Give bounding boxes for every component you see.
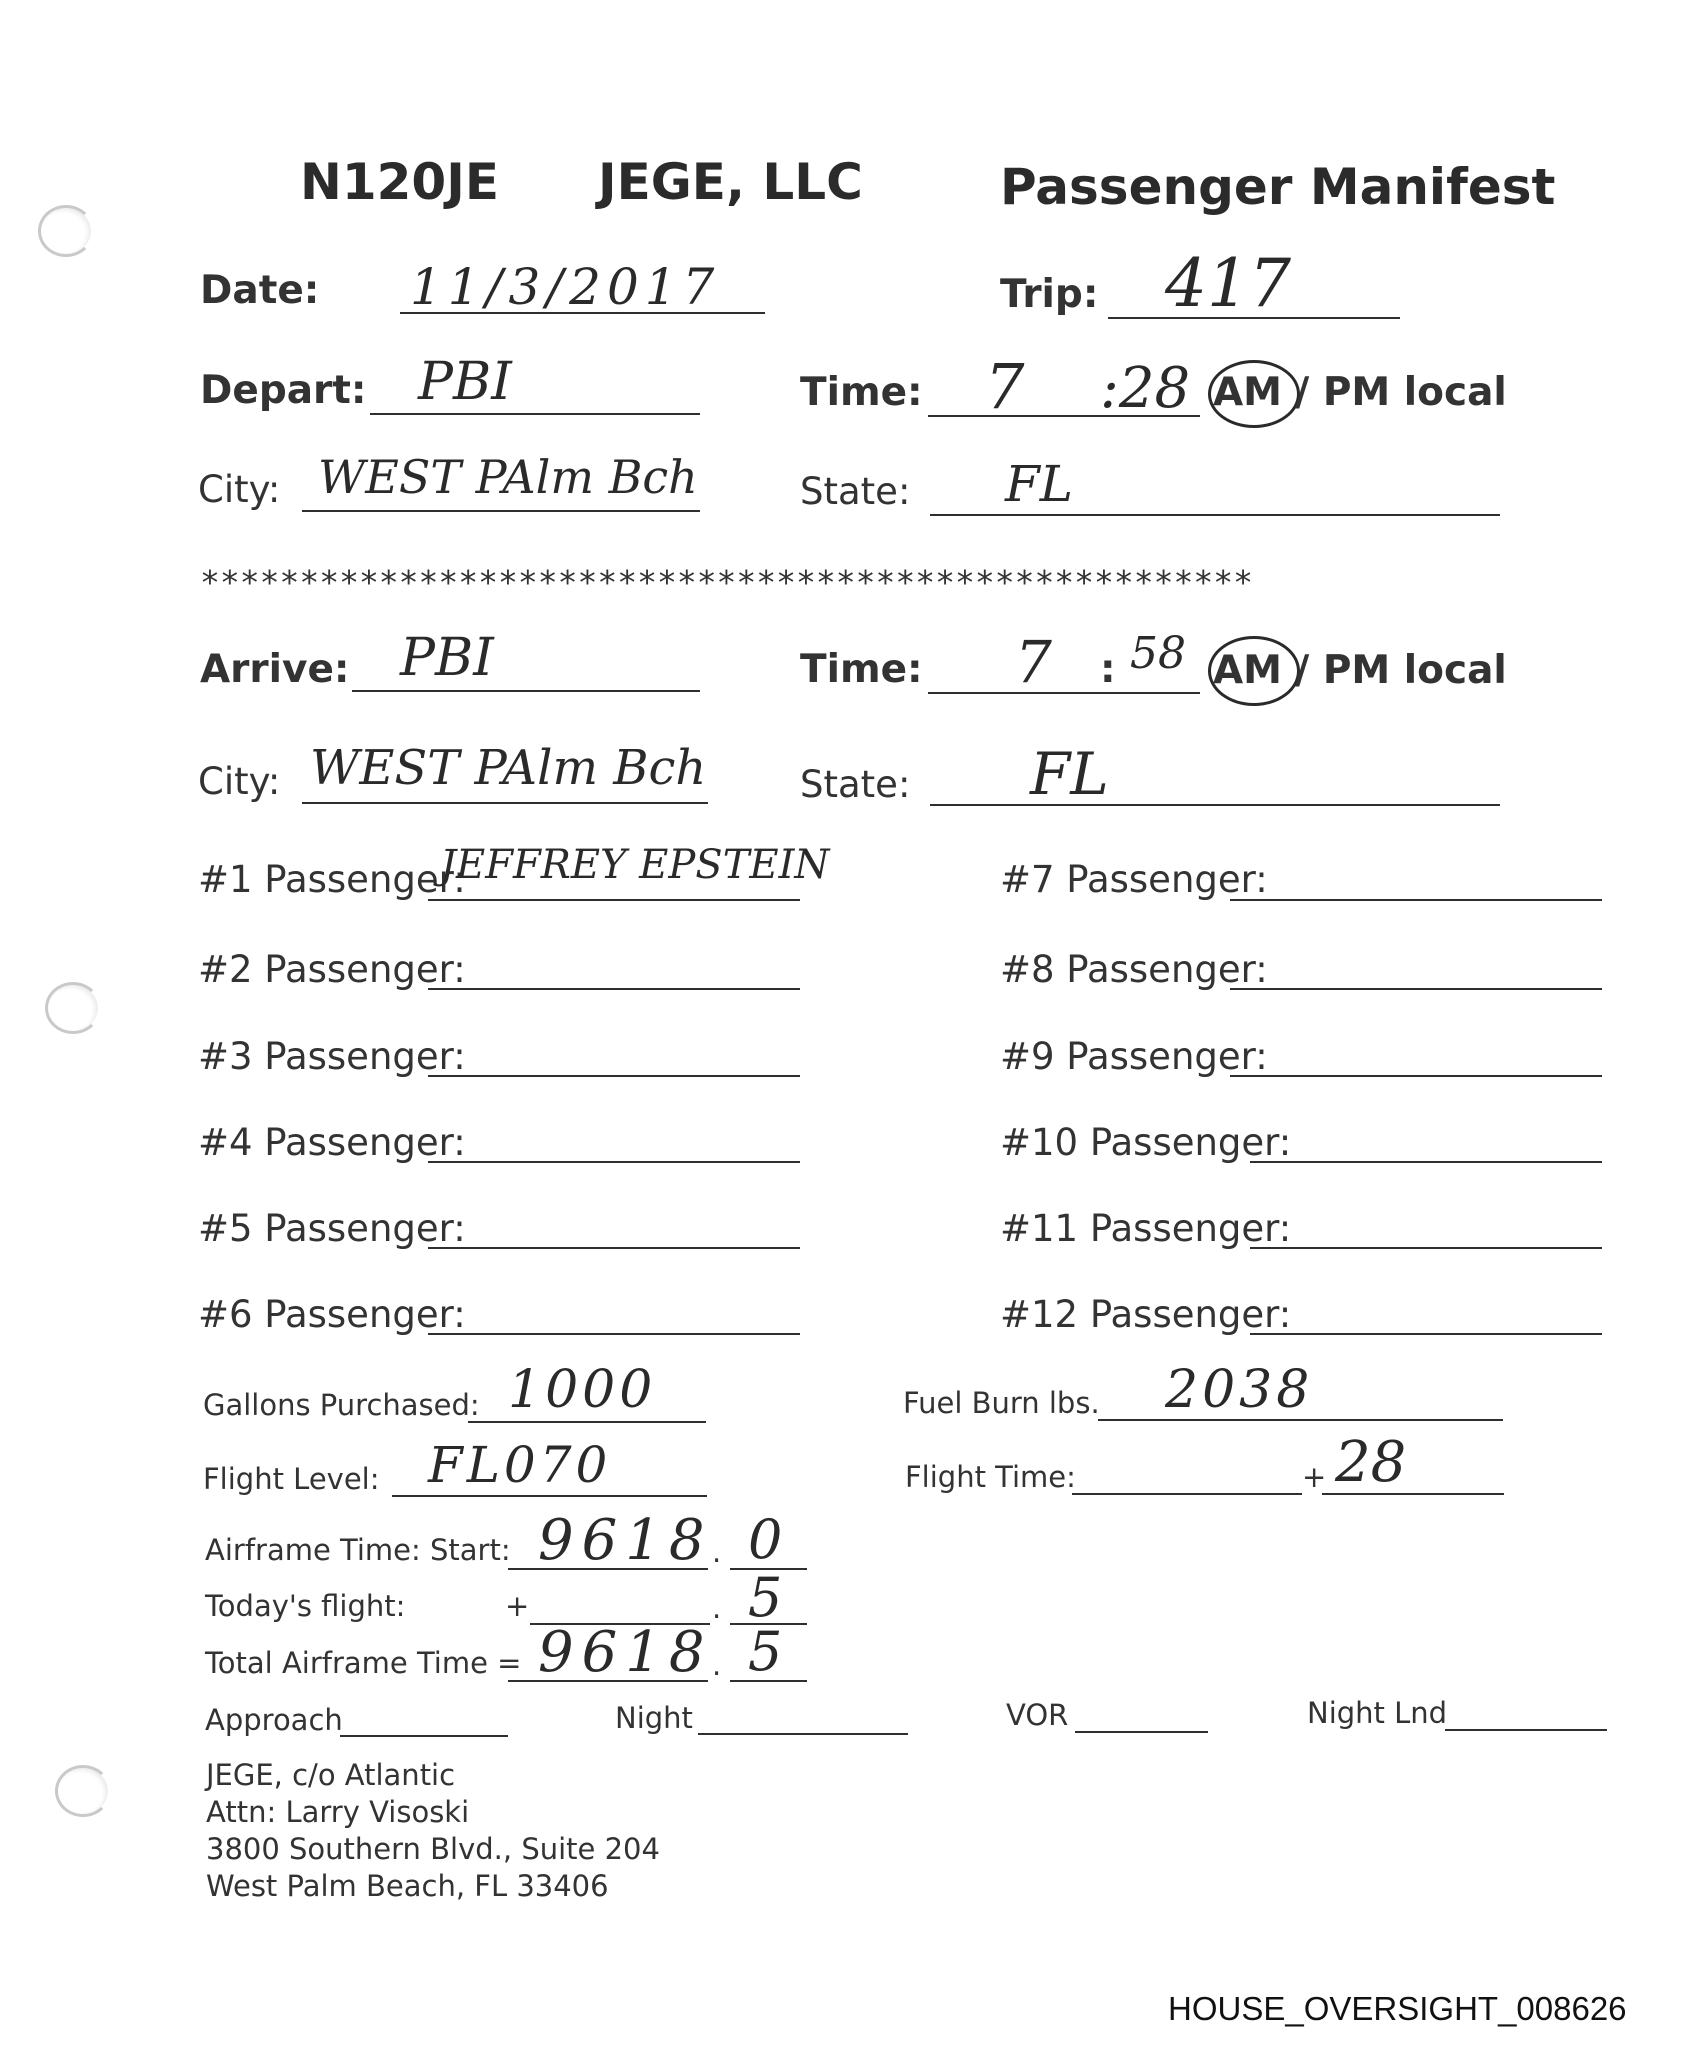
passenger-10-line bbox=[1250, 1161, 1602, 1163]
passenger-1-line bbox=[428, 899, 800, 901]
todays-flight-label: Today's flight: bbox=[205, 1589, 406, 1623]
flight-time-plus: + bbox=[1302, 1460, 1327, 1494]
airframe-start-dot: . bbox=[712, 1535, 722, 1569]
arrive-hour: 7 bbox=[1015, 628, 1052, 696]
page-title: Passenger Manifest bbox=[1000, 158, 1556, 216]
gallons-value: 1000 bbox=[508, 1360, 657, 1420]
passenger-9-line bbox=[1230, 1075, 1602, 1077]
depart-minute: :28 bbox=[1100, 356, 1191, 421]
flight-level-value: FL070 bbox=[428, 1436, 612, 1494]
date-value: 11/3/2017 bbox=[410, 258, 721, 316]
arrive-state-value: FL bbox=[1030, 740, 1109, 808]
night-label: Night bbox=[615, 1701, 693, 1735]
depart-hour: 7 bbox=[985, 350, 1025, 423]
bates-number: HOUSE_OVERSIGHT_008626 bbox=[1168, 1990, 1627, 2027]
trip-label: Trip: bbox=[1000, 272, 1099, 317]
arrive-am: AM bbox=[1213, 648, 1282, 693]
passenger-1-label: #1 Passenger: bbox=[198, 858, 466, 901]
arrive-state-line bbox=[930, 804, 1500, 806]
approach-label: Approach bbox=[205, 1703, 343, 1737]
vor-line bbox=[1075, 1731, 1208, 1733]
flight-level-label: Flight Level: bbox=[203, 1462, 380, 1496]
arrive-line bbox=[352, 690, 700, 692]
trip-value: 417 bbox=[1165, 245, 1291, 322]
passenger-12-label: #12 Passenger: bbox=[1000, 1293, 1292, 1336]
arrive-time-label: Time: bbox=[800, 647, 923, 692]
fuel-burn-value: 2038 bbox=[1165, 1360, 1314, 1420]
date-label: Date: bbox=[200, 268, 320, 313]
tail-number: N120JE bbox=[300, 153, 499, 211]
passenger-4-line bbox=[428, 1161, 800, 1163]
depart-ampm-local: / PM local bbox=[1295, 370, 1507, 415]
passenger-11-line bbox=[1250, 1247, 1602, 1249]
arrive-time-line bbox=[928, 692, 1200, 694]
passenger-9-label: #9 Passenger: bbox=[1000, 1035, 1268, 1078]
punch-hole-top bbox=[38, 205, 94, 257]
depart-city-value: WEST PAlm Bch bbox=[318, 450, 698, 504]
arrive-minute-value: 58 bbox=[1130, 628, 1186, 679]
flight-time-line-1 bbox=[1072, 1493, 1302, 1495]
depart-city-line bbox=[302, 510, 700, 512]
total-airframe-dot: . bbox=[712, 1648, 722, 1682]
passenger-2-line bbox=[428, 988, 800, 990]
depart-state-line bbox=[930, 514, 1500, 516]
total-airframe-whole: 9618 bbox=[538, 1620, 713, 1685]
arrive-city-label: City: bbox=[198, 760, 281, 803]
arrive-minute-colon: : bbox=[1100, 647, 1116, 692]
passenger-1-value: JEFFREY EPSTEIN bbox=[440, 842, 830, 888]
flight-time-label: Flight Time: bbox=[905, 1460, 1076, 1494]
depart-city-label: City: bbox=[198, 468, 281, 511]
passenger-2-label: #2 Passenger: bbox=[198, 948, 466, 991]
passenger-5-label: #5 Passenger: bbox=[198, 1207, 466, 1250]
total-airframe-tenth: 5 bbox=[748, 1620, 783, 1683]
airframe-start-label: Airframe Time: Start: bbox=[205, 1533, 511, 1567]
flight-level-line bbox=[392, 1495, 707, 1497]
passenger-3-line bbox=[428, 1075, 800, 1077]
passenger-12-line bbox=[1250, 1333, 1602, 1335]
depart-label: Depart: bbox=[200, 368, 367, 413]
depart-time-label: Time: bbox=[800, 370, 923, 415]
todays-flight-plus: + bbox=[505, 1589, 530, 1623]
passenger-10-label: #10 Passenger: bbox=[1000, 1121, 1292, 1164]
arrive-label: Arrive: bbox=[200, 647, 350, 692]
passenger-4-label: #4 Passenger: bbox=[198, 1121, 466, 1164]
night-landing-label: Night Lnd bbox=[1307, 1696, 1448, 1730]
address-line-2: Attn: Larry Visoski bbox=[206, 1795, 470, 1829]
approach-line bbox=[340, 1735, 508, 1737]
depart-line bbox=[370, 413, 700, 415]
passenger-3-label: #3 Passenger: bbox=[198, 1035, 466, 1078]
airframe-start-tenth: 0 bbox=[748, 1508, 783, 1571]
arrive-city-line bbox=[302, 802, 708, 804]
airframe-start-whole: 9618 bbox=[538, 1508, 713, 1573]
gallons-line bbox=[468, 1421, 706, 1423]
gallons-label: Gallons Purchased: bbox=[203, 1388, 480, 1422]
passenger-8-line bbox=[1230, 988, 1602, 990]
todays-flight-tenth: 5 bbox=[748, 1566, 783, 1629]
passenger-6-label: #6 Passenger: bbox=[198, 1293, 466, 1336]
fuel-burn-label: Fuel Burn lbs. bbox=[903, 1386, 1100, 1420]
arrive-value: PBI bbox=[400, 628, 494, 688]
punch-hole-middle bbox=[45, 982, 101, 1034]
night-landing-line bbox=[1445, 1729, 1607, 1731]
passenger-7-line bbox=[1230, 899, 1602, 901]
passenger-11-label: #11 Passenger: bbox=[1000, 1207, 1292, 1250]
depart-state-label: State: bbox=[800, 470, 911, 513]
company-name: JEGE, LLC bbox=[598, 153, 863, 211]
passenger-8-label: #8 Passenger: bbox=[1000, 948, 1268, 991]
todays-flight-dot: . bbox=[712, 1591, 722, 1625]
arrive-city-value: WEST PAlm Bch bbox=[310, 740, 707, 796]
total-airframe-label: Total Airframe Time = bbox=[205, 1646, 522, 1680]
vor-label: VOR bbox=[1006, 1698, 1069, 1732]
night-line bbox=[698, 1733, 908, 1735]
passenger-7-label: #7 Passenger: bbox=[1000, 858, 1268, 901]
flight-time-value: 28 bbox=[1335, 1430, 1407, 1495]
punch-hole-bottom bbox=[55, 1765, 111, 1817]
address-line-4: West Palm Beach, FL 33406 bbox=[206, 1869, 609, 1903]
arrive-state-label: State: bbox=[800, 763, 911, 806]
address-line-1: JEGE, c/o Atlantic bbox=[206, 1758, 456, 1792]
depart-am: AM bbox=[1213, 370, 1282, 415]
passenger-5-line bbox=[428, 1247, 800, 1249]
depart-state-value: FL bbox=[1005, 455, 1073, 513]
passenger-6-line bbox=[428, 1333, 800, 1335]
address-line-3: 3800 Southern Blvd., Suite 204 bbox=[206, 1832, 660, 1866]
arrive-ampm-local: / PM local bbox=[1295, 648, 1507, 693]
depart-value: PBI bbox=[418, 352, 512, 412]
separator-asterisks: ***************************************************** bbox=[200, 563, 1253, 602]
